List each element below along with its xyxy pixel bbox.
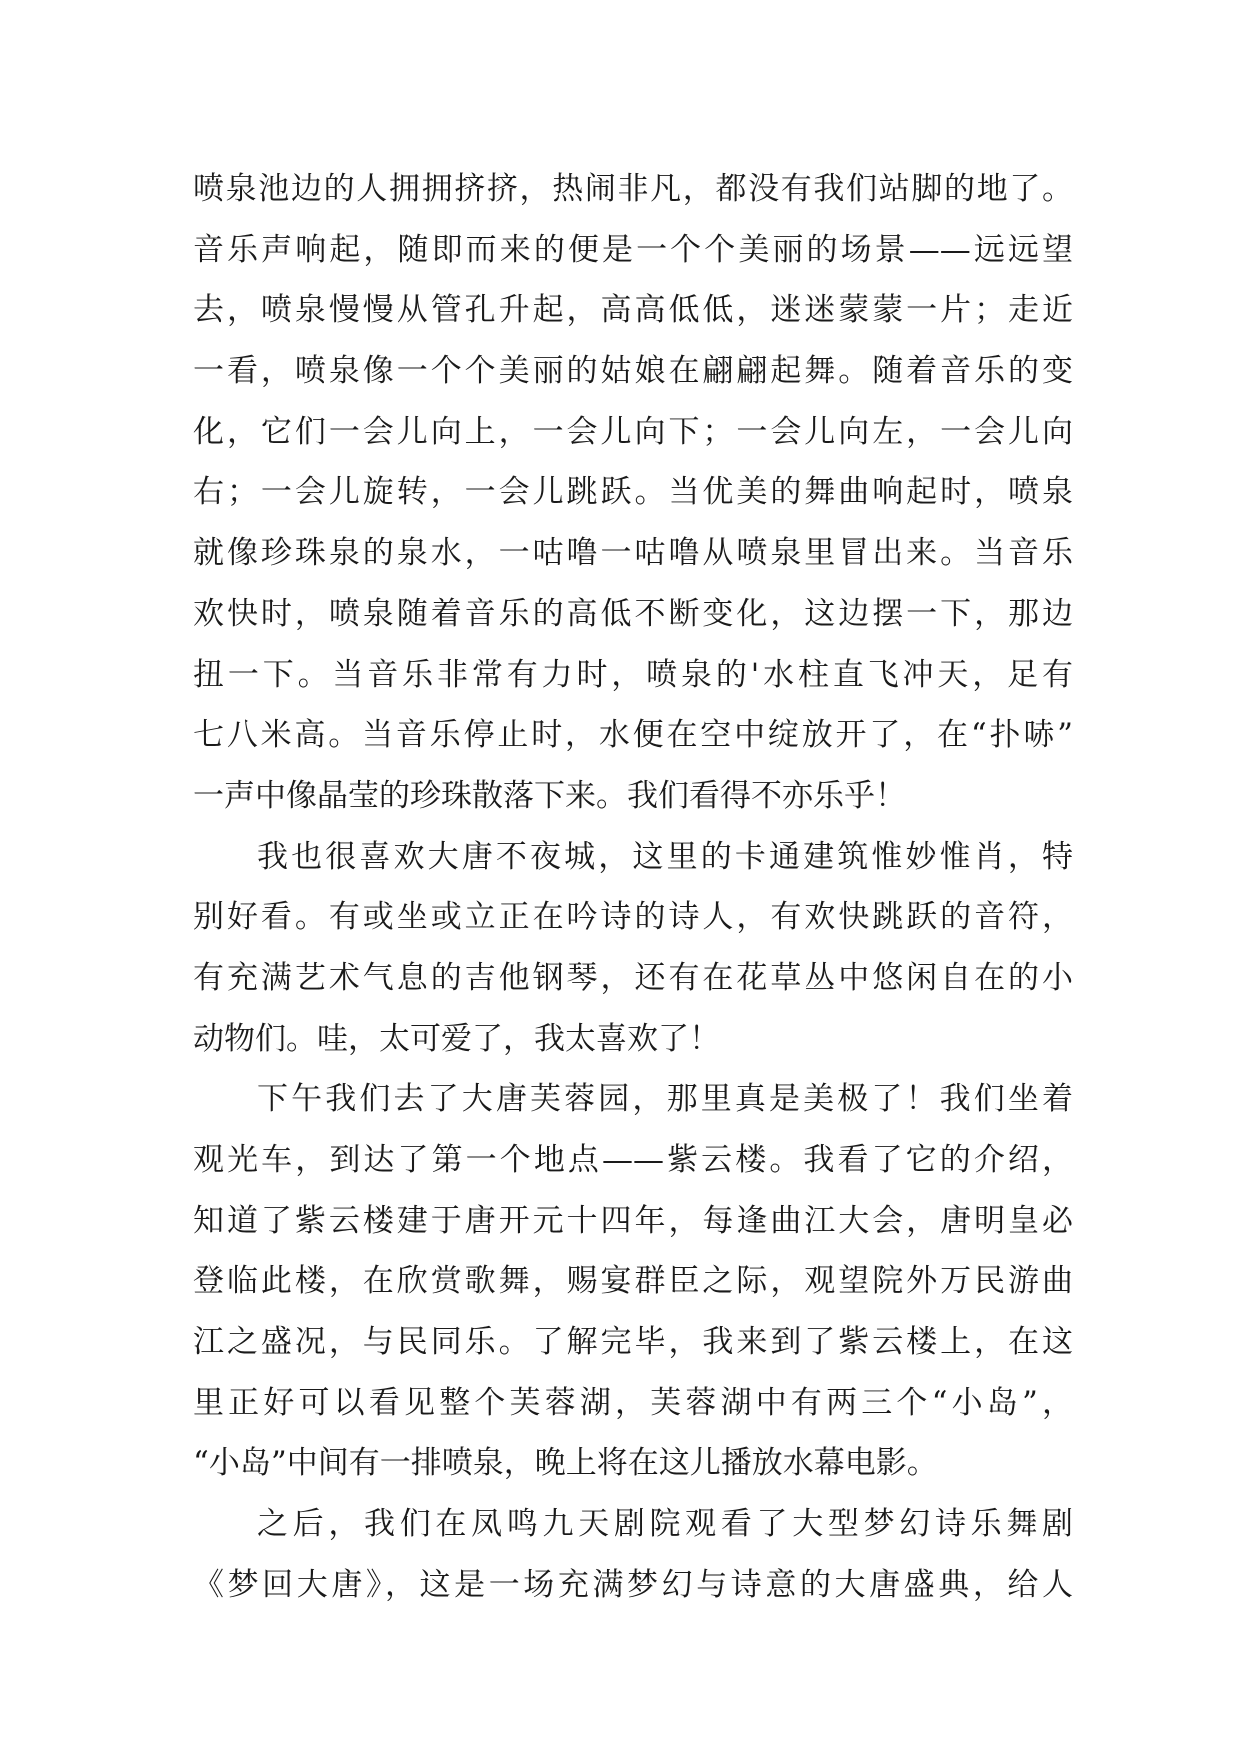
text-line: 有充满艺术气息的吉他钢琴，还有在花草丛中悠闲自在的小 — [193, 959, 1073, 996]
text-line: 化，它们一会儿向上，一会儿向下；一会儿向左，一会儿向 — [193, 413, 1073, 450]
text-line: “小岛”中间有一排喷泉，晚上将在这儿播放水幕电影。 — [193, 1445, 938, 1482]
body-text — [193, 159, 1073, 1616]
text-line: 《梦回大唐》，这是一场充满梦幻与诗意的大唐盛典，给人 — [193, 1566, 1073, 1603]
text-line: 里正好可以看见整个芙蓉湖，芙蓉湖中有两三个“小岛”， — [193, 1384, 1073, 1421]
text-line: 喷泉池边的人拥拥挤挤，热闹非凡，都没有我们站脚的地了。 — [193, 171, 1073, 207]
text-line: 之后，我们在凤鸣九天剧院观看了大型梦幻诗乐舞剧 — [257, 1506, 1073, 1543]
text-line: 去，喷泉慢慢从管孔升起，高高低低，迷迷蒙蒙一片；走近 — [193, 292, 1073, 329]
text-line: 七八米高。当音乐停止时，水便在空中绽放开了，在“扑哧” — [193, 717, 1073, 754]
text-line: 欢快时，喷泉随着音乐的高低不断变化，这边摆一下，那边 — [193, 595, 1073, 632]
text-line: 观光车，到达了第一个地点——紫云楼。我看了它的介绍， — [193, 1142, 1073, 1178]
text-line: 右；一会儿旋转，一会儿跳跃。当优美的舞曲响起时，喷泉 — [193, 474, 1073, 511]
text-line: 下午我们去了大唐芙蓉园，那里真是美极了！我们坐着 — [257, 1081, 1073, 1118]
text-line: 扭一下。当音乐非常有力时，喷泉的'水柱直飞冲天，足有 — [193, 656, 1073, 693]
text-line: 别好看。有或坐或立正在吟诗的诗人，有欢快跳跃的音符， — [193, 899, 1073, 936]
text-line: 登临此楼，在欣赏歌舞，赐宴群臣之际，观望院外万民游曲 — [193, 1263, 1073, 1300]
text-line: 动物们。哇，太可爱了，我太喜欢了！ — [193, 1020, 720, 1057]
text-line: 我也很喜欢大唐不夜城，这里的卡通建筑惟妙惟肖，特 — [257, 838, 1073, 875]
text-line: 音乐声响起，随即而来的便是一个个美丽的场景——远远望 — [193, 231, 1073, 268]
text-line: 知道了紫云楼建于唐开元十四年，每逢曲江大会，唐明皇必 — [193, 1202, 1073, 1239]
text-line: 一声中像晶莹的珍珠散落下来。我们看得不亦乐乎！ — [193, 777, 906, 814]
text-line: 江之盛况，与民同乐。了解完毕，我来到了紫云楼上，在这 — [193, 1324, 1073, 1361]
text-line: 一看，喷泉像一个个美丽的姑娘在翩翩起舞。随着音乐的变 — [193, 353, 1073, 390]
text-line: 就像珍珠泉的泉水，一咕噜一咕噜从喷泉里冒出来。当音乐 — [193, 535, 1073, 572]
